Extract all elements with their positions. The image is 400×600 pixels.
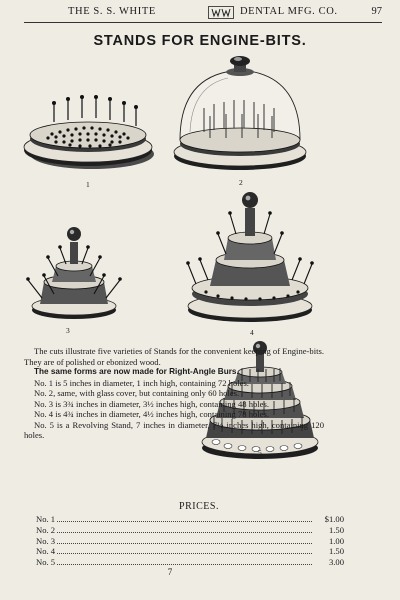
- stand-1-description: No. 1 is 5 inches in diameter, 1 inch high, containing 72 holes.: [34, 377, 249, 388]
- price-value: 1.50: [328, 524, 344, 535]
- price-item-label: No. 1: [36, 514, 56, 524]
- flat-stand-illustration: [20, 92, 160, 174]
- price-item-label: No. 2: [36, 524, 56, 535]
- price-value: 3.00: [328, 557, 344, 568]
- small-tiered-stand-illustration: [20, 220, 130, 324]
- figure-number: 4: [250, 328, 254, 337]
- header-page-number: 97: [371, 6, 382, 17]
- right-angle-note: The same forms are now made for Right-Angle Burs.: [34, 367, 239, 376]
- intro-paragraph: The cuts illustrate five varieties of Stands for the convenient keeping of Engine-bits. They are of polished or ebonized wood.: [24, 346, 324, 367]
- price-value: 1.50: [328, 546, 344, 557]
- dot-leader: [57, 553, 312, 554]
- figure-1: [20, 92, 160, 189]
- price-item-label: No. 4: [36, 546, 56, 557]
- price-row: [24, 525, 344, 536]
- header-left-text: THE S. S. WHITE: [68, 6, 156, 17]
- figure-2: [168, 52, 318, 187]
- dot-leader: [57, 564, 312, 565]
- large-tiered-stand-illustration: [182, 188, 322, 326]
- stand-2-description: No. 2, same, with glass cover, but containing only 60 holes.: [34, 388, 240, 398]
- page-title: STANDS FOR ENGINE-BITS.: [93, 33, 307, 49]
- figure-3: [20, 220, 130, 335]
- dot-leader: [57, 532, 312, 533]
- header-rule: [24, 22, 382, 23]
- price-list: [24, 501, 344, 568]
- ssw-monogram-logo: [208, 6, 234, 19]
- price-row: [24, 514, 344, 525]
- price-value: 1.00: [328, 535, 344, 546]
- figure-4: [182, 188, 322, 337]
- price-item-label: No. 3: [36, 535, 56, 546]
- figure-number: 2: [239, 178, 243, 187]
- stand-5-description: No. 5 is a Revolving Stand, 7 inches in diameter, 7½ inches high, containing 120 holes.: [24, 419, 324, 440]
- running-header: [24, 6, 382, 22]
- price-row: [24, 536, 344, 547]
- dot-leader: [57, 543, 312, 544]
- figure-number: 1: [86, 180, 90, 189]
- price-item-label: No. 5: [36, 557, 56, 568]
- header-right-text: DENTAL MFG. CO.: [240, 6, 338, 17]
- stand-4-description: No. 4 is 4¾ inches in diameter, 4½ inches high, containing 78 holes.: [34, 409, 269, 419]
- dot-leader: [57, 521, 312, 522]
- price-value: $1.00: [324, 514, 344, 524]
- signature-mark: 7: [167, 567, 173, 577]
- description-text: [24, 346, 324, 441]
- prices-heading: PRICES.: [179, 501, 219, 512]
- glass-cover-stand-illustration: [168, 52, 318, 176]
- price-row: [24, 546, 344, 557]
- figure-number: 5: [258, 448, 262, 457]
- stand-3-description: No. 3 is 3¾ inches in diameter, 3½ inches high, containing 48 holes.: [34, 398, 269, 409]
- figure-number: 3: [66, 326, 70, 335]
